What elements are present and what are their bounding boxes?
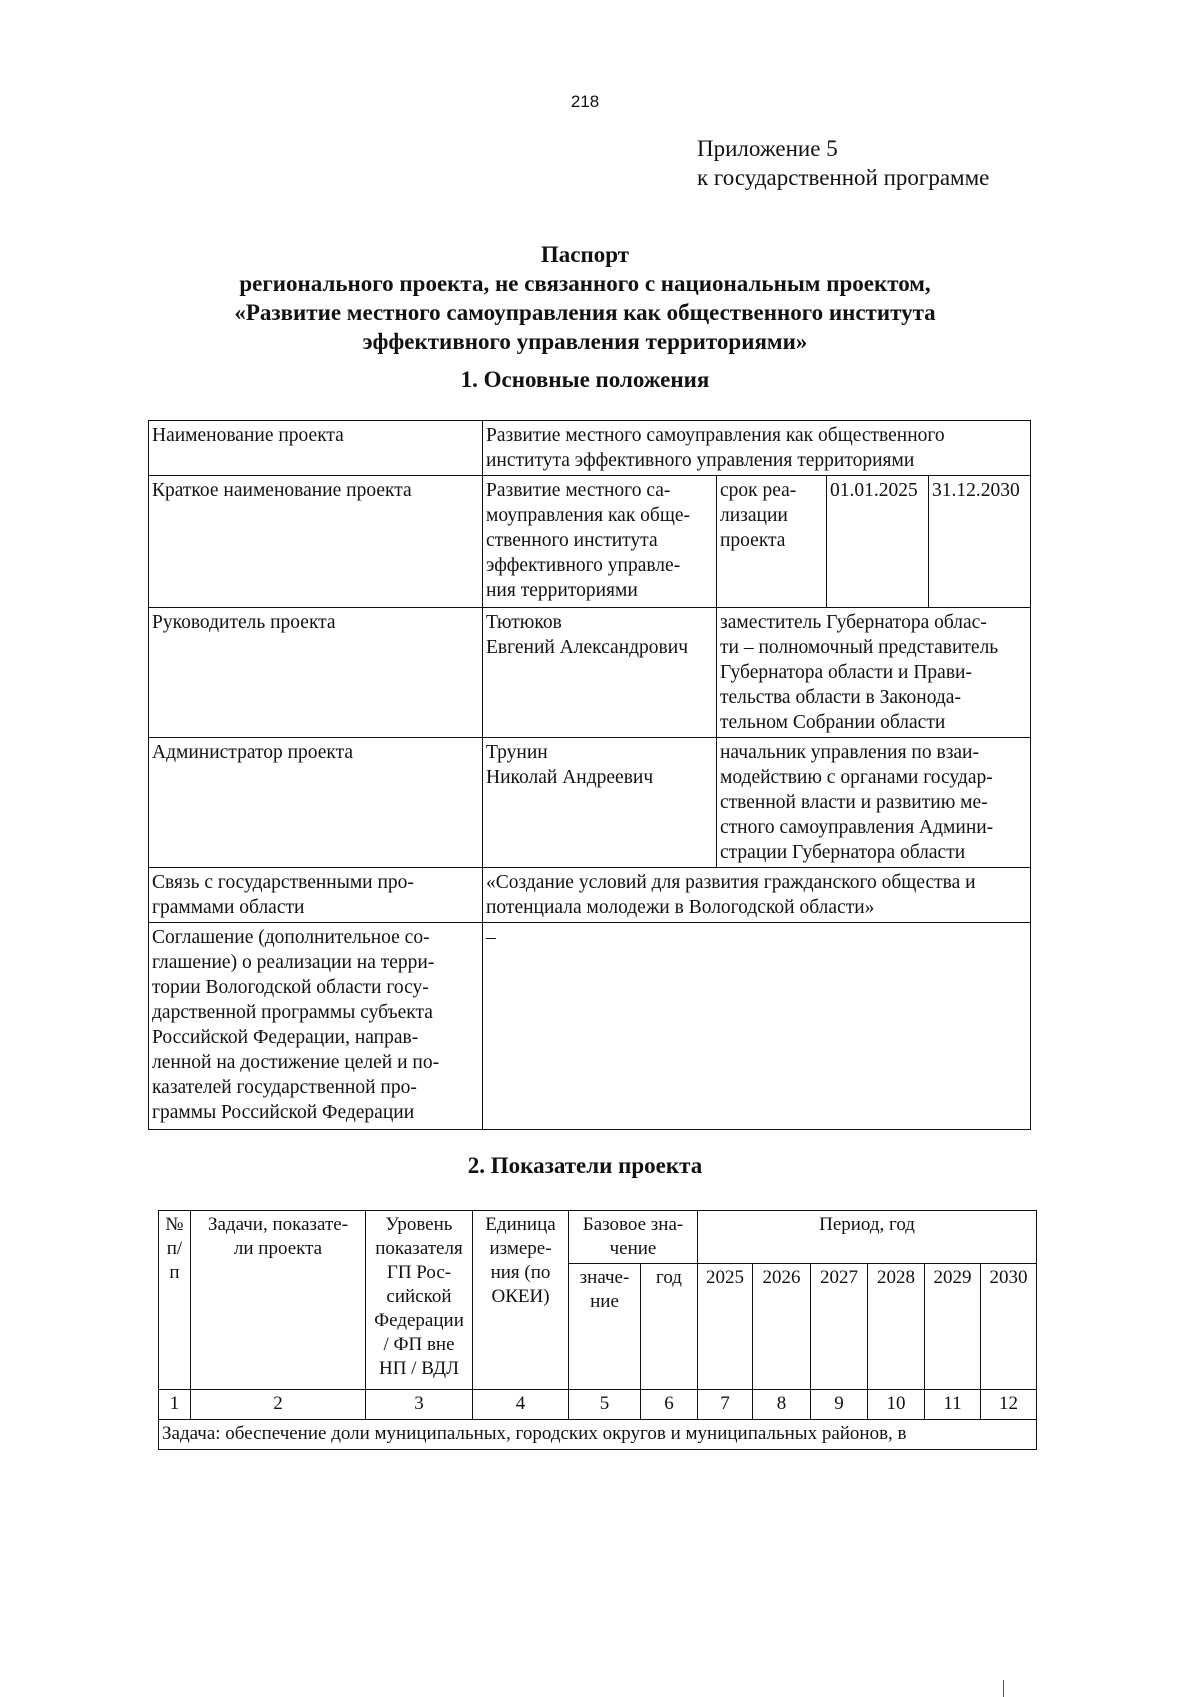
table-row bbox=[149, 476, 1031, 608]
agreement-value: – bbox=[483, 923, 1031, 1130]
head-name: Тютюков Евгений Александрович bbox=[483, 608, 717, 738]
admin-name: Трунин Николай Андреевич bbox=[483, 738, 717, 868]
column-number: 1 bbox=[159, 1390, 191, 1420]
page-number: 218 bbox=[570, 92, 600, 111]
header-year: 2028 bbox=[868, 1264, 925, 1390]
basic-info-table bbox=[148, 420, 1031, 1130]
name-value: Развитие местного самоуправления как общественного института эффективного управления территориями bbox=[483, 421, 1031, 476]
short-name-label: Краткое наименование проекта bbox=[149, 476, 483, 608]
column-number: 4 bbox=[473, 1390, 569, 1420]
header-base: Базовое зна- чение bbox=[569, 1211, 698, 1264]
short-name-value: Развитие местного са- моуправления как обще- ственного института эффективного управле- ния территориями bbox=[483, 476, 717, 608]
header-year: 2030 bbox=[981, 1264, 1037, 1390]
header-num: № п/ п bbox=[159, 1211, 191, 1390]
header-year: 2027 bbox=[811, 1264, 868, 1390]
header-year: 2025 bbox=[698, 1264, 753, 1390]
start-date: 01.01.2025 bbox=[827, 476, 929, 608]
header-unit: Единица измере- ния (по ОКЕИ) bbox=[473, 1211, 569, 1390]
column-number-row bbox=[159, 1390, 1037, 1420]
head-position: заместитель Губернатора облас- ти – полномочный представитель Губернатора области и Прави- тельства области в Законода- тельном Собрании области bbox=[717, 608, 1031, 738]
table-row bbox=[149, 868, 1031, 923]
admin-label: Администратор проекта bbox=[149, 738, 483, 868]
header-base-value: значе- ние bbox=[569, 1264, 641, 1390]
header-year: 2026 bbox=[753, 1264, 811, 1390]
column-number: 9 bbox=[811, 1390, 868, 1420]
header-base-year: год bbox=[641, 1264, 698, 1390]
task-text: Задача: обеспечение доли муниципальных, городских округов и муниципальных районов, в bbox=[159, 1420, 1037, 1450]
table-row bbox=[149, 608, 1031, 738]
column-number: 11 bbox=[925, 1390, 981, 1420]
term-label: срок реа- лизации проекта bbox=[717, 476, 827, 608]
indicators-table bbox=[158, 1210, 1037, 1450]
header-period: Период, год bbox=[698, 1211, 1037, 1264]
end-date: 31.12.2030 bbox=[929, 476, 1031, 608]
scan-mark bbox=[1003, 1680, 1004, 1697]
column-number: 5 bbox=[569, 1390, 641, 1420]
link-label: Связь с государственными про- граммами области bbox=[149, 868, 483, 923]
column-number: 8 bbox=[753, 1390, 811, 1420]
table-row bbox=[149, 421, 1031, 476]
header-year: 2029 bbox=[925, 1264, 981, 1390]
agreement-label: Соглашение (дополнительное со- глашение) о реализации на терри- тории Вологодской области госу- дарственной программы субъекта Российской Федерации, направ- ленной на достижение целей и по- казателей государственной про- граммы Российской Федерации bbox=[149, 923, 483, 1130]
head-label: Руководитель проекта bbox=[149, 608, 483, 738]
header-tasks: Задачи, показате- ли проекта bbox=[191, 1211, 366, 1390]
annex-heading: Приложение 5 к государственной программе bbox=[697, 136, 990, 190]
column-number: 10 bbox=[868, 1390, 925, 1420]
table-row bbox=[149, 923, 1031, 1130]
column-number: 12 bbox=[981, 1390, 1037, 1420]
column-number: 7 bbox=[698, 1390, 753, 1420]
admin-position: начальник управления по взаи- модействию с органами государ- ственной власти и развитию ме- стного самоуправления Админи- страции Губернатора области bbox=[717, 738, 1031, 868]
document-title: Паспорт регионального проекта, не связанного с национальным проектом, «Развитие местного самоуправления как общественного института эффективного управления территориями» bbox=[234, 242, 936, 354]
task-row bbox=[159, 1420, 1037, 1450]
header-level: Уровень показателя ГП Рос- сийской Федерации / ФП вне НП / ВДЛ bbox=[366, 1211, 473, 1390]
table-row bbox=[149, 738, 1031, 868]
link-value: «Создание условий для развития гражданского общества и потенциала молодежи в Вологодской области» bbox=[483, 868, 1031, 923]
column-number: 6 bbox=[641, 1390, 698, 1420]
column-number: 2 bbox=[191, 1390, 366, 1420]
section2-heading: 2. Показатели проекта bbox=[467, 1153, 703, 1178]
name-label: Наименование проекта bbox=[149, 421, 483, 476]
column-number: 3 bbox=[366, 1390, 473, 1420]
header-row bbox=[159, 1211, 1037, 1264]
section1-heading: 1. Основные положения bbox=[460, 367, 710, 392]
